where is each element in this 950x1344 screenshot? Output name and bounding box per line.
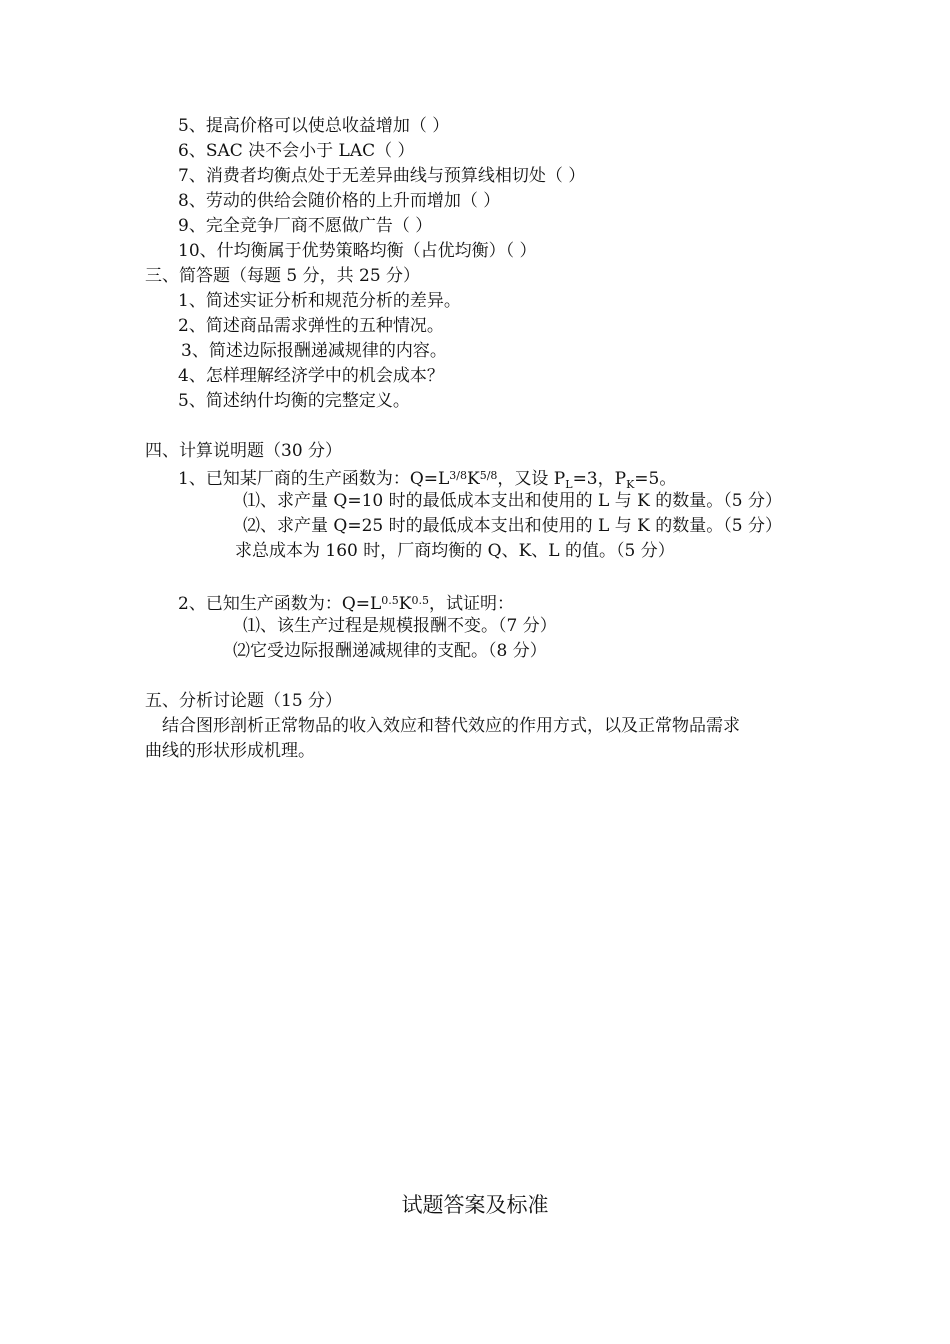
tf-item-5: 5、提高价格可以使总收益增加（ ） [178,116,450,136]
short-answer-4: 4、怎样理解经济学中的机会成本？ [178,366,444,386]
calc-q1-part-3: 求总成本为 160 时，厂商均衡的 Q、K、L 的值。（5 分） [235,541,675,561]
q2-after: ，试证明： [429,594,514,614]
short-answer-3: 3、简述边际报酬递减规律的内容。 [181,341,447,361]
tf-item-9: 9、完全竞争厂商不愿做广告（ ） [178,216,433,236]
answer-section-title: 试题答案及标准 [401,1193,549,1217]
section-4-title: 四、计算说明题（30 分） [145,441,343,461]
q1-k: K [467,469,480,489]
calc-question-2 [178,590,514,615]
short-answer-1: 1、简述实证分析和规范分析的差异。 [178,291,461,311]
discussion-line-1: 结合图形剖析正常物品的收入效应和替代效应的作用方式，以及正常物品需求 [162,716,740,736]
section-3-title: 三、简答题（每题 5 分，共 25 分） [145,266,421,286]
q1-after3: =5。 [634,469,677,489]
calc-q2-part-2: ⑵它受边际报酬递减规律的支配。（8 分） [233,641,547,661]
q2-exponent-l: 0.5 [381,594,399,607]
q1-after2: =3，P [572,469,627,489]
short-answer-2: 2、简述商品需求弹性的五种情况。 [178,316,444,336]
q1-prefix: 1、已知某厂商的生产函数为：Q=L [178,469,450,489]
section-5-title: 五、分析讨论题（15 分） [145,691,343,711]
calc-q1-part-1: ⑴、求产量 Q=10 时的最低成本支出和使用的 L 与 K 的数量。（5 分） [243,491,782,511]
discussion-line-2: 曲线的形状形成机理。 [145,741,315,761]
q2-k: K [398,594,412,614]
calc-q1-part-2: ⑵、求产量 Q=25 时的最低成本支出和使用的 L 与 K 的数量。（5 分） [243,516,782,536]
tf-item-10: 10、什均衡属于优势策略均衡（占优均衡）（ ） [178,241,537,261]
calc-q2-part-1: ⑴、该生产过程是规模报酬不变。（7 分） [243,616,557,636]
short-answer-5: 5、简述纳什均衡的完整定义。 [178,391,410,411]
q2-prefix: 2、已知生产函数为：Q=L [178,594,382,614]
q1-subscript-l: L [565,478,573,491]
q1-exponent-k: 5/8 [479,469,498,482]
q1-exponent-l: 3/8 [449,469,467,482]
q1-subscript-k: K [626,478,635,491]
q2-exponent-k: 0.5 [411,594,429,607]
q1-after: ，又设 P [497,469,566,489]
tf-item-8: 8、劳动的供给会随价格的上升而增加（ ） [178,191,501,211]
tf-item-6: 6、SAC 决不会小于 LAC（ ） [178,141,415,161]
tf-item-7: 7、消费者均衡点处于无差异曲线与预算线相切处（ ） [178,166,586,186]
